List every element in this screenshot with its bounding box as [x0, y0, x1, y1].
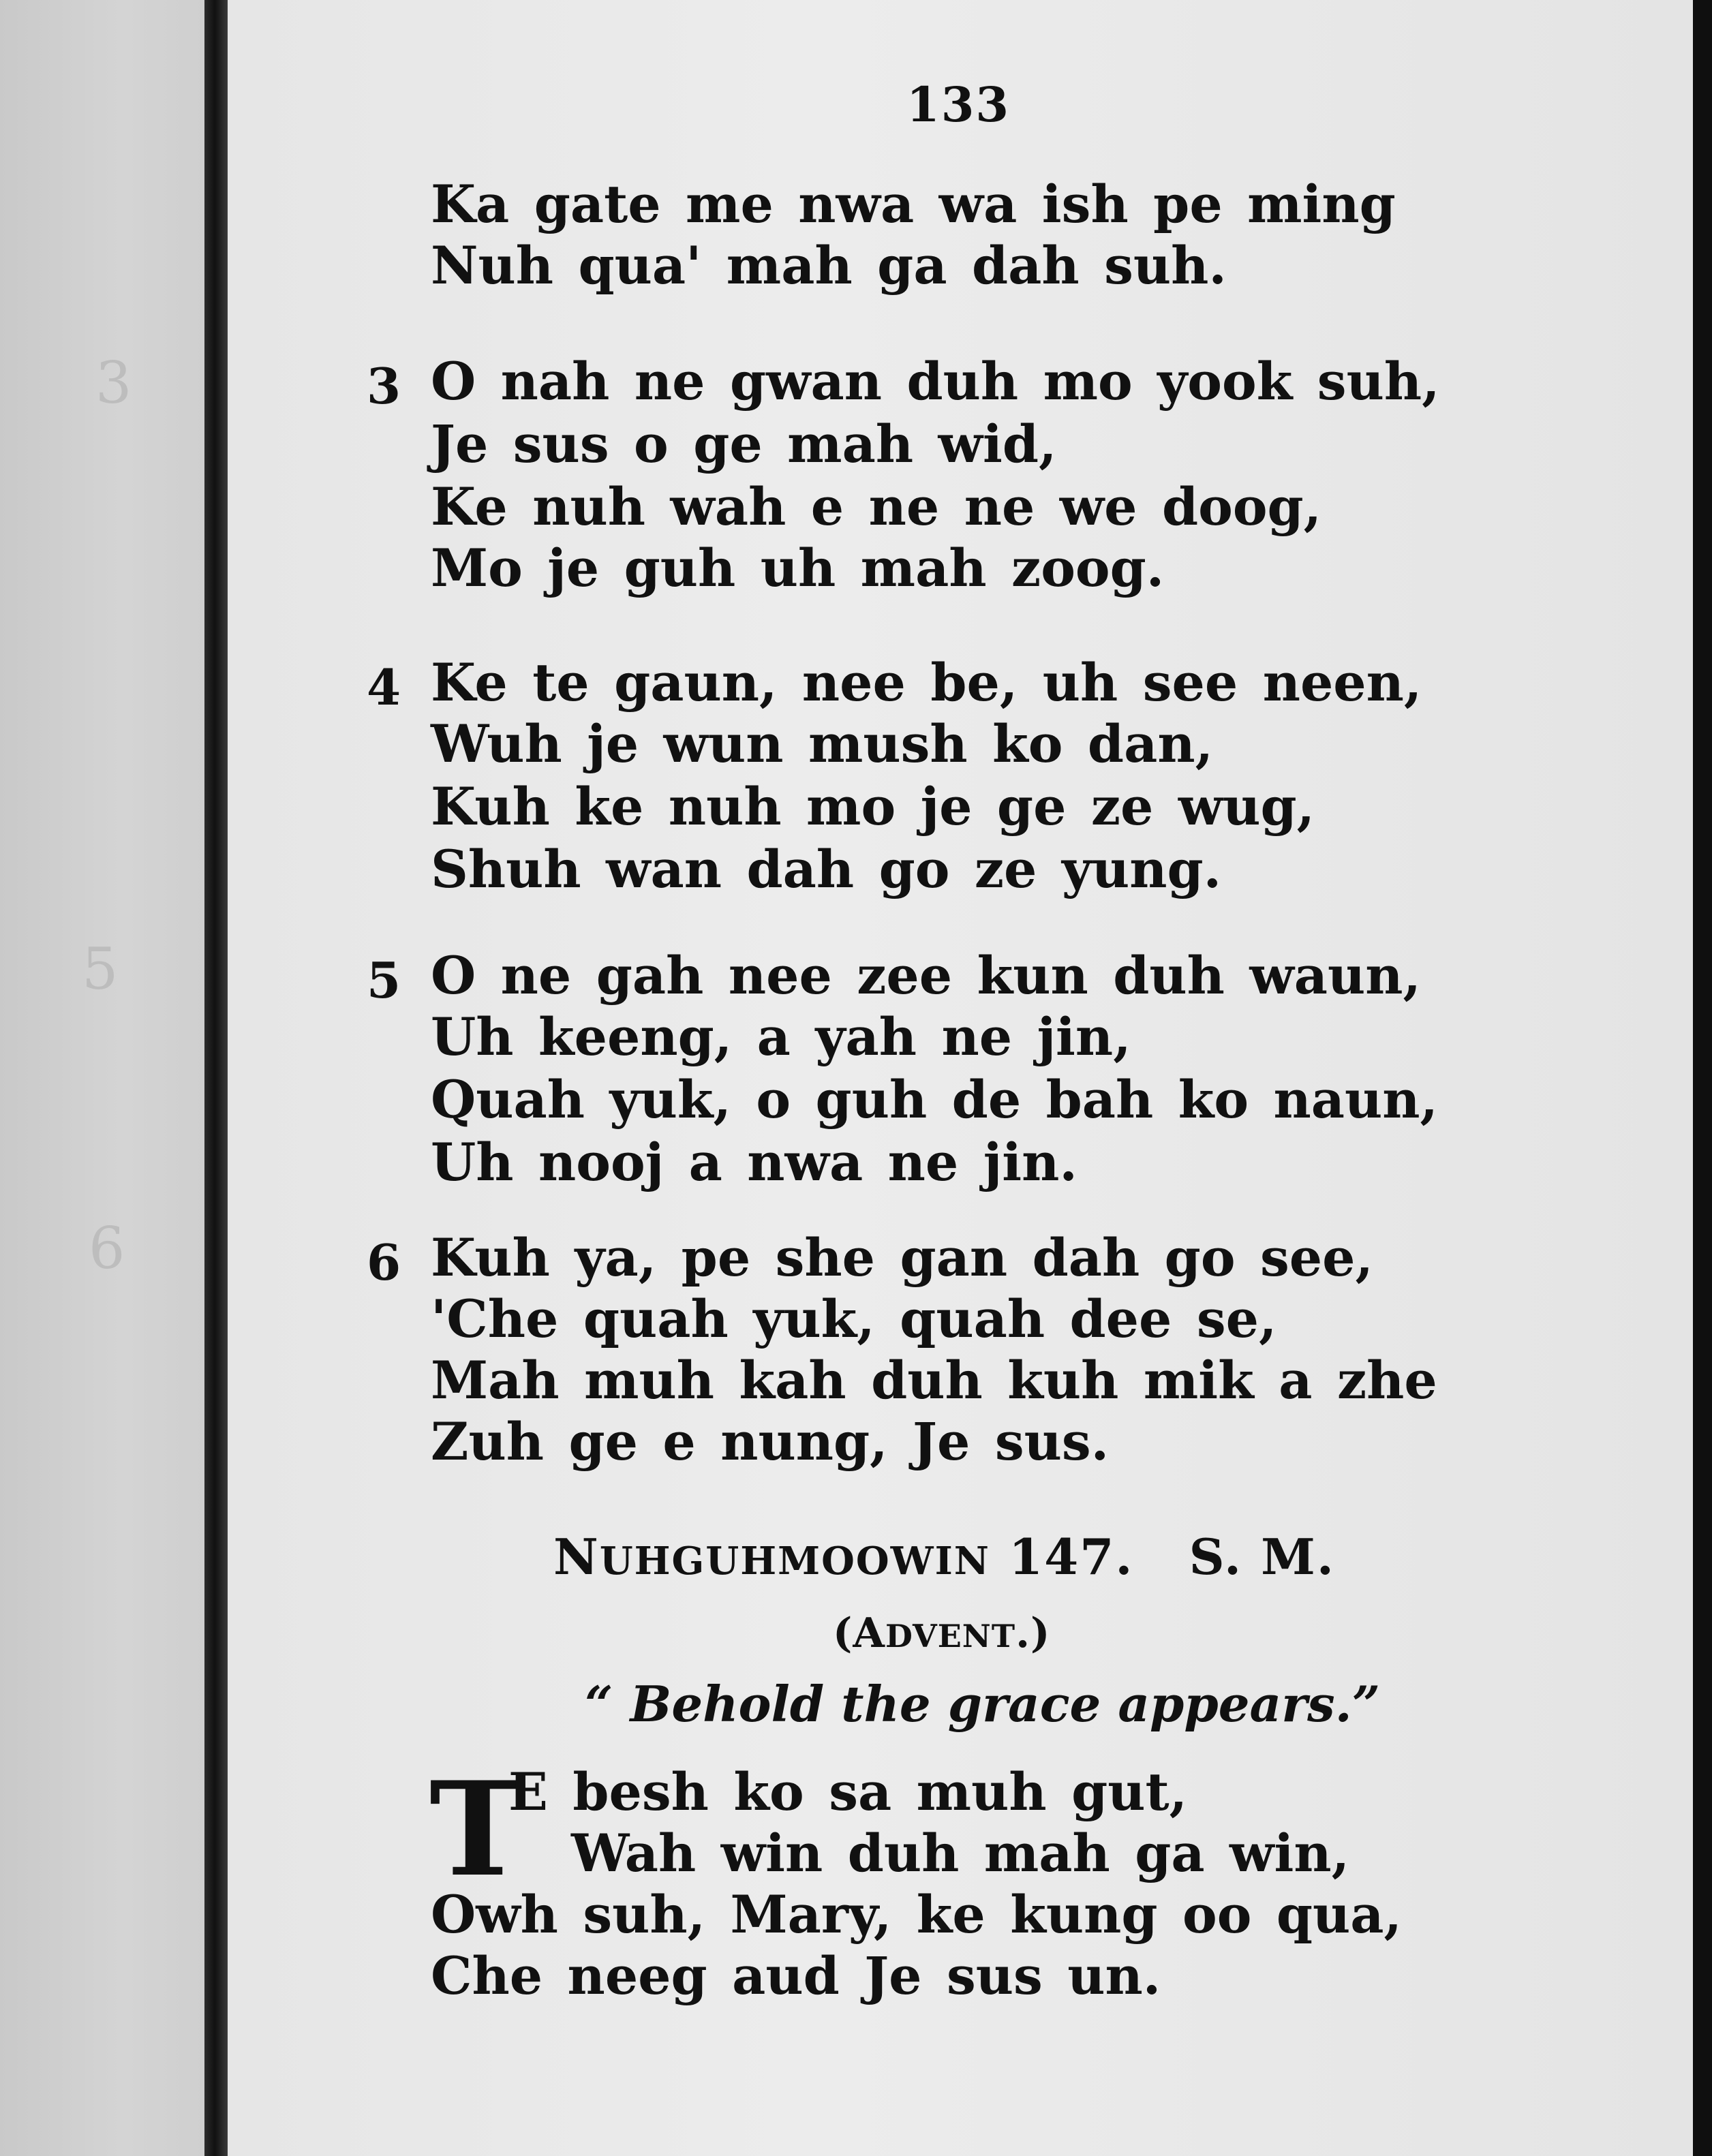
verse-line: Mah muh kah duh kuh mik a zhe: [431, 1350, 1437, 1411]
hymn-line: Wah win duh mah ga win,: [571, 1823, 1350, 1883]
facing-page-edge: [0, 0, 204, 2156]
verse-line: Ke nuh wah e ne ne we doog,: [431, 476, 1322, 537]
verse-line: O nah ne gwan duh mo yook suh,: [431, 351, 1440, 412]
verse-line: Quah yuk, o guh de bah ko naun,: [431, 1069, 1439, 1130]
occasion-open: (A: [833, 1610, 885, 1657]
drop-cap: T: [429, 1753, 526, 1905]
hymn-heading-word: UHGUHMOOWIN: [599, 1539, 990, 1584]
verse-line: Wuh je wun mush ko dan,: [431, 713, 1214, 774]
hymn-line: Owh suh, Mary, ke kung oo qua,: [431, 1884, 1402, 1945]
occasion-word: DVENT: [885, 1618, 1016, 1654]
verse-line: Uh keeng, a yah ne jin,: [431, 1006, 1131, 1067]
verse-line: Kuh ya, pe she gan dah go see,: [431, 1227, 1373, 1288]
continuation-line: Ka gate me nwa wa ish pe ming: [431, 174, 1396, 234]
verse-number: 4: [367, 658, 401, 716]
hymn-meter: S. M.: [1189, 1528, 1335, 1586]
verse-line: Shuh wan dah go ze yung.: [431, 839, 1222, 899]
verse-line: Kuh ke nuh mo je ge ze wug,: [431, 776, 1315, 837]
verse-line: Je sus o ge mah wid,: [431, 414, 1057, 474]
bleed-mark: 5: [82, 936, 119, 1002]
book-gutter: [204, 0, 228, 2156]
continuation-line: Nuh qua' mah ga dah suh.: [431, 235, 1227, 296]
scan-right-border: [1693, 0, 1712, 2156]
verse-number: 6: [367, 1233, 401, 1291]
verse-line: Zuh ge e nung, Je sus.: [431, 1411, 1110, 1472]
english-first-line: “ Behold the grace appears.”: [585, 1675, 1381, 1733]
verse-line: Uh nooj a nwa ne jin.: [431, 1132, 1077, 1192]
hymn-line: Che neeg aud Je sus un.: [431, 1945, 1161, 2006]
verse-number: 3: [367, 357, 401, 415]
bleed-mark: 3: [95, 350, 132, 416]
verse-line: O ne gah nee zee kun duh waun,: [431, 945, 1421, 1006]
hymn-heading-initial: N: [553, 1528, 600, 1586]
verse-line: Ke te gaun, nee be, uh see neen,: [431, 652, 1422, 713]
hymn-line: E besh ko sa muh gut,: [508, 1761, 1188, 1822]
verse-number: 5: [367, 951, 401, 1009]
hymn-number: 147.: [1009, 1528, 1134, 1586]
hymn-occasion: [833, 1610, 1050, 1657]
bleed-mark: 6: [89, 1215, 125, 1282]
occasion-close: .): [1015, 1610, 1051, 1657]
page-number: 133: [906, 76, 1011, 133]
verse-line: Mo je guh uh mah zoog.: [431, 538, 1165, 598]
verse-line: 'Che quah yuk, quah dee se,: [431, 1289, 1277, 1349]
hymn-heading: [553, 1528, 1335, 1586]
